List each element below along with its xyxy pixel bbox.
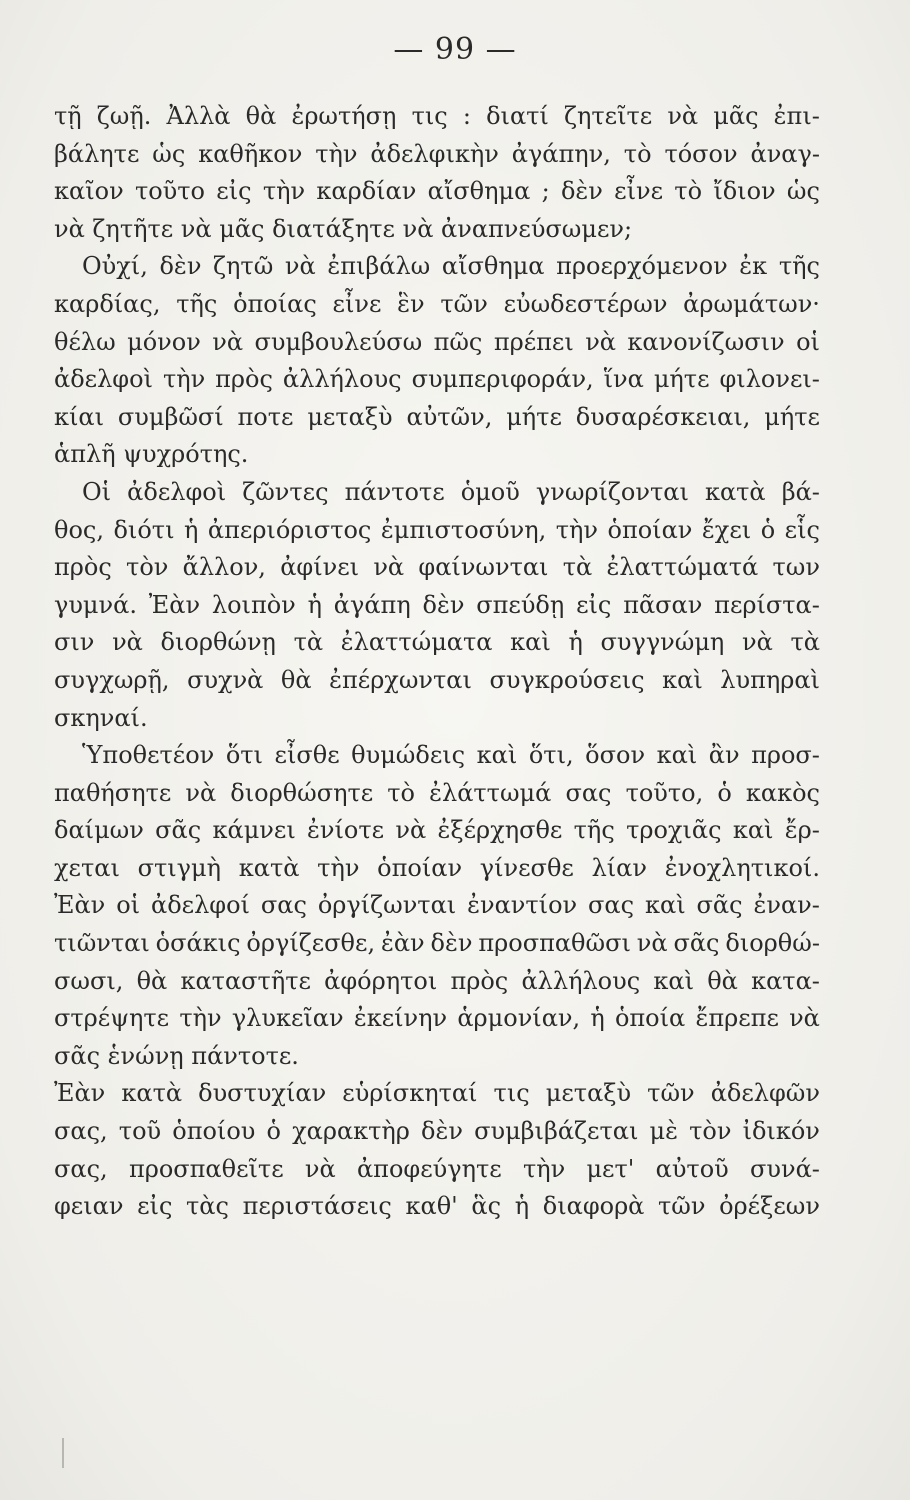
text-line: στρέψητε τὴν γλυκεῖαν ἐκείνην ἁρμονίαν, ἡ ὁποία ἔπρεπε νὰ bbox=[54, 1004, 820, 1033]
text-line: Ὑποθετέον ὅτι εἶσθε θυμώδεις καὶ ὅτι, ὅσον καὶ ἂν προσ- bbox=[82, 741, 820, 770]
text-line: θέλω μόνον νὰ συμβουλεύσω πῶς πρέπει νὰ κανονίζωσιν οἱ bbox=[54, 327, 820, 356]
text-line: γυμνά. Ἐὰν λοιπὸν ἡ ἀγάπη δὲν σπεύδῃ εἰς πᾶσαν περίστα- bbox=[54, 590, 820, 619]
text-line: φειαν εἰς τὰς περιστάσεις καθ' ἃς ἡ διαφορὰ τῶν ὀρέξεων bbox=[54, 1192, 820, 1221]
text-line: τῇ ζωῇ. Ἀλλὰ θὰ ἐρωτήσῃ τις : διατί ζητεῖτε νὰ μᾶς ἐπι- bbox=[54, 102, 820, 130]
text-line: ἀδελφοὶ τὴν πρὸς ἀλλήλους συμπεριφοράν, ἵνα μήτε φιλονει- bbox=[54, 365, 820, 394]
text-line: σας, προσπαθεῖτε νὰ ἀποφεύγητε τὴν μετ' αὐτοῦ συνά- bbox=[54, 1154, 820, 1183]
text-line: συγχωρῇ, συχνὰ θὰ ἐπέρχωνται συγκρούσεις καὶ λυπηραὶ bbox=[54, 665, 820, 694]
text-line: τιῶνται ὁσάκις ὀργίζεσθε, ἐὰν δὲν προσπαθῶσι νὰ σᾶς διορθώ- bbox=[54, 929, 820, 958]
text-line: Ἐὰν οἱ ἀδελφοί σας ὀργίζωνται ἐναντίον σας καὶ σᾶς ἐναν- bbox=[54, 891, 820, 920]
text-line: Οὐχί, δὲν ζητῶ νὰ ἐπιβάλω αἴσθημα προερχόμενον ἐκ τῆς bbox=[82, 252, 820, 281]
text-line: Ἐὰν κατὰ δυστυχίαν εὑρίσκηταί τις μεταξὺ τῶν ἀδελφῶν bbox=[54, 1079, 820, 1108]
text-line: σιν νὰ διορθώνῃ τὰ ἐλαττώματα καὶ ἡ συγγνώμη νὰ τὰ bbox=[54, 628, 820, 657]
text-line: σκηναί. bbox=[54, 703, 148, 732]
text-line: βάλητε ὡς καθῆκον τὴν ἀδελφικὴν ἀγάπην, τὸ τόσον ἀναγ- bbox=[54, 139, 820, 168]
margin-mark bbox=[62, 1438, 64, 1468]
text-line: Οἱ ἀδελφοὶ ζῶντες πάντοτε ὁμοῦ γνωρίζονται κατὰ βά- bbox=[82, 477, 820, 506]
body-text bbox=[54, 98, 820, 1226]
text-line: σωσι, θὰ καταστῆτε ἀφόρητοι πρὸς ἀλλήλους καὶ θὰ κατα- bbox=[54, 966, 820, 995]
text-line: δαίμων σᾶς κάμνει ἐνίοτε νὰ ἐξέρχησθε τῆς τροχιᾶς καὶ ἔρ- bbox=[54, 816, 820, 845]
text-line: σᾶς ἑνώνῃ πάντοτε. bbox=[54, 1041, 299, 1070]
text-line: θος, διότι ἡ ἀπεριόριστος ἐμπιστοσύνη, τὴν ὁποίαν ἔχει ὁ εἷς bbox=[54, 515, 820, 544]
text-line: καρδίας, τῆς ὁποίας εἶνε ἓν τῶν εὐωδεστέρων ἀρωμάτων· bbox=[54, 289, 820, 318]
text-line: ἁπλῆ ψυχρότης. bbox=[54, 440, 249, 469]
text-line: χεται στιγμὴ κατὰ τὴν ὁποίαν γίνεσθε λίαν ἐνοχλητικοί. bbox=[54, 853, 820, 882]
text-line: καῖον τοῦτο εἰς τὴν καρδίαν αἴσθημα ; δὲν εἶνε τὸ ἴδιον ὡς bbox=[54, 177, 820, 206]
text-line: παθήσητε νὰ διορθώσητε τὸ ἐλάττωμά σας τοῦτο, ὁ κακὸς bbox=[54, 778, 820, 807]
text-line: νὰ ζητῆτε νὰ μᾶς διατάξητε νὰ ἀναπνεύσωμεν; bbox=[54, 214, 633, 243]
text-line: κίαι συμβῶσί ποτε μεταξὺ αὐτῶν, μήτε δυσαρέσκειαι, μήτε bbox=[54, 402, 820, 431]
text-line: σας, τοῦ ὁποίου ὁ χαρακτὴρ δὲν συμβιβάζεται μὲ τὸν ἰδικόν bbox=[54, 1117, 820, 1146]
page-number-header: — 99 — bbox=[393, 32, 517, 67]
text-line: πρὸς τὸν ἄλλον, ἀφίνει νὰ φαίνωνται τὰ ἐλαττώματά των bbox=[54, 553, 820, 582]
